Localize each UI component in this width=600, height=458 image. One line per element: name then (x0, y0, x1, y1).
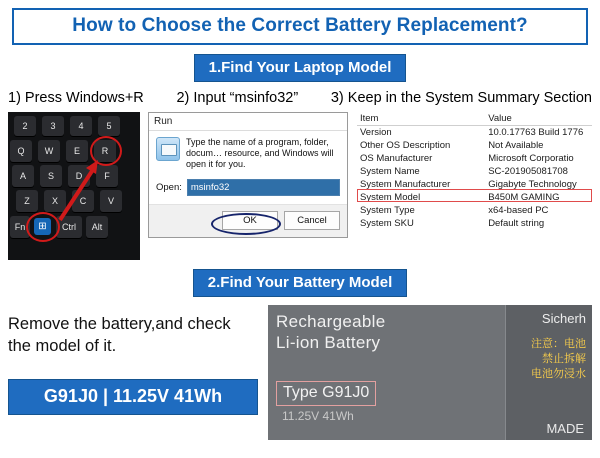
step-1: 1) Press Windows+R (8, 90, 144, 106)
page-title-container (12, 8, 588, 45)
column-header-value: Value (485, 112, 592, 126)
run-dialog-description: Type the name of a program, folder, docum… resource, and Windows will open it for you. (186, 137, 334, 169)
key-q: Q (10, 140, 32, 162)
key-e: E (66, 140, 88, 162)
row-value: SC-201905081708 (488, 166, 568, 177)
battery-label-photo (268, 305, 592, 440)
run-open-label: Open: (156, 182, 182, 193)
run-app-icon (156, 137, 180, 161)
key-ctrl: Ctrl (56, 216, 82, 238)
key-s: S (40, 165, 62, 187)
key-2: 2 (14, 116, 36, 136)
key-alt: Alt (86, 216, 108, 238)
table-row (357, 204, 592, 217)
table-row-system-model (357, 191, 592, 204)
table-header-row (357, 112, 592, 126)
system-info-table-panel (356, 112, 592, 230)
row-value: Gigabyte Technology (488, 179, 577, 190)
key-w: W (38, 140, 60, 162)
row-item: System Name (360, 166, 420, 177)
page-title: How to Choose the Correct Battery Replacement? (72, 15, 528, 36)
key-x: X (44, 190, 66, 212)
key-d: D (68, 165, 90, 187)
run-dialog-body (149, 131, 347, 204)
key-3: 3 (42, 116, 64, 136)
row-value: Microsoft Corporatio (488, 153, 574, 164)
battery-label-line2: Li-ion Battery (276, 333, 381, 352)
row-value: 10.0.17763 Build 1776 (488, 127, 584, 138)
windows-key-icon: ⊞ (34, 218, 51, 235)
table-row (357, 217, 592, 230)
row-value: x64-based PC (488, 205, 549, 216)
column-header-item: Item (357, 112, 485, 126)
row-value: Not Available (488, 140, 544, 151)
table-row (357, 139, 592, 152)
section-2-banner: 2.Find Your Battery Model (193, 269, 407, 297)
battery-label-line1: Rechargeable (276, 312, 386, 331)
table-row (357, 126, 592, 140)
battery-label-heading (276, 311, 385, 353)
battery-instruction-text: Remove the battery,and check the model of it. (8, 315, 231, 355)
row-item: Version (360, 127, 392, 138)
key-fn: Fn (10, 216, 30, 238)
step-2: 2) Input “msinfo32” (176, 90, 299, 106)
highlight-oval-ok-button (211, 213, 281, 235)
key-v: V (100, 190, 122, 212)
run-dialog-description-row (156, 137, 340, 170)
section-1-banner: 1.Find Your Laptop Model (194, 54, 407, 82)
keyboard-photo (8, 112, 140, 260)
battery-model-badge: G91J0 | 11.25V 41Wh (8, 379, 258, 415)
key-5: 5 (98, 116, 120, 136)
battery-made-text: MADE (546, 421, 584, 436)
row-item: OS Manufacturer (360, 153, 433, 164)
key-c: C (72, 190, 94, 212)
ok-button[interactable]: OK (222, 211, 278, 230)
battery-warning-title: Sicherh (541, 311, 586, 326)
bottom-row (8, 305, 592, 440)
row-item: System SKU (360, 218, 414, 229)
row-item: System Type (360, 205, 415, 216)
panels-row (8, 112, 592, 260)
key-z: Z (16, 190, 38, 212)
run-dialog (148, 112, 348, 238)
battery-voltage-text: 11.25V 41Wh (282, 409, 354, 423)
steps-row (8, 90, 592, 106)
table-row (357, 152, 592, 165)
row-item: System Manufacturer (360, 179, 451, 190)
row-item: Other OS Description (360, 140, 451, 151)
system-info-table (357, 112, 592, 230)
step-3: 3) Keep in the System Summary Section (330, 90, 592, 106)
key-4: 4 (70, 116, 92, 136)
battery-warning-chinese: 注意：电池 禁止拆解 电池勿浸水 (531, 338, 586, 380)
arrow-icon (8, 112, 140, 260)
infographic-page (0, 8, 600, 458)
battery-type-highlight: Type G91J0 (276, 381, 376, 406)
row-value: B450M GAMING (488, 192, 560, 203)
battery-instruction-panel (8, 305, 258, 415)
row-value: Default string (488, 218, 545, 229)
row-item: System Model (360, 192, 421, 203)
run-dialog-title: Run (149, 113, 347, 131)
table-row (357, 165, 592, 178)
key-f: F (96, 165, 118, 187)
cancel-button[interactable]: Cancel (284, 211, 340, 230)
run-command-input[interactable] (187, 179, 340, 196)
run-open-row (156, 179, 340, 196)
table-row (357, 178, 592, 191)
key-r: R (94, 140, 116, 162)
key-a: A (12, 165, 34, 187)
